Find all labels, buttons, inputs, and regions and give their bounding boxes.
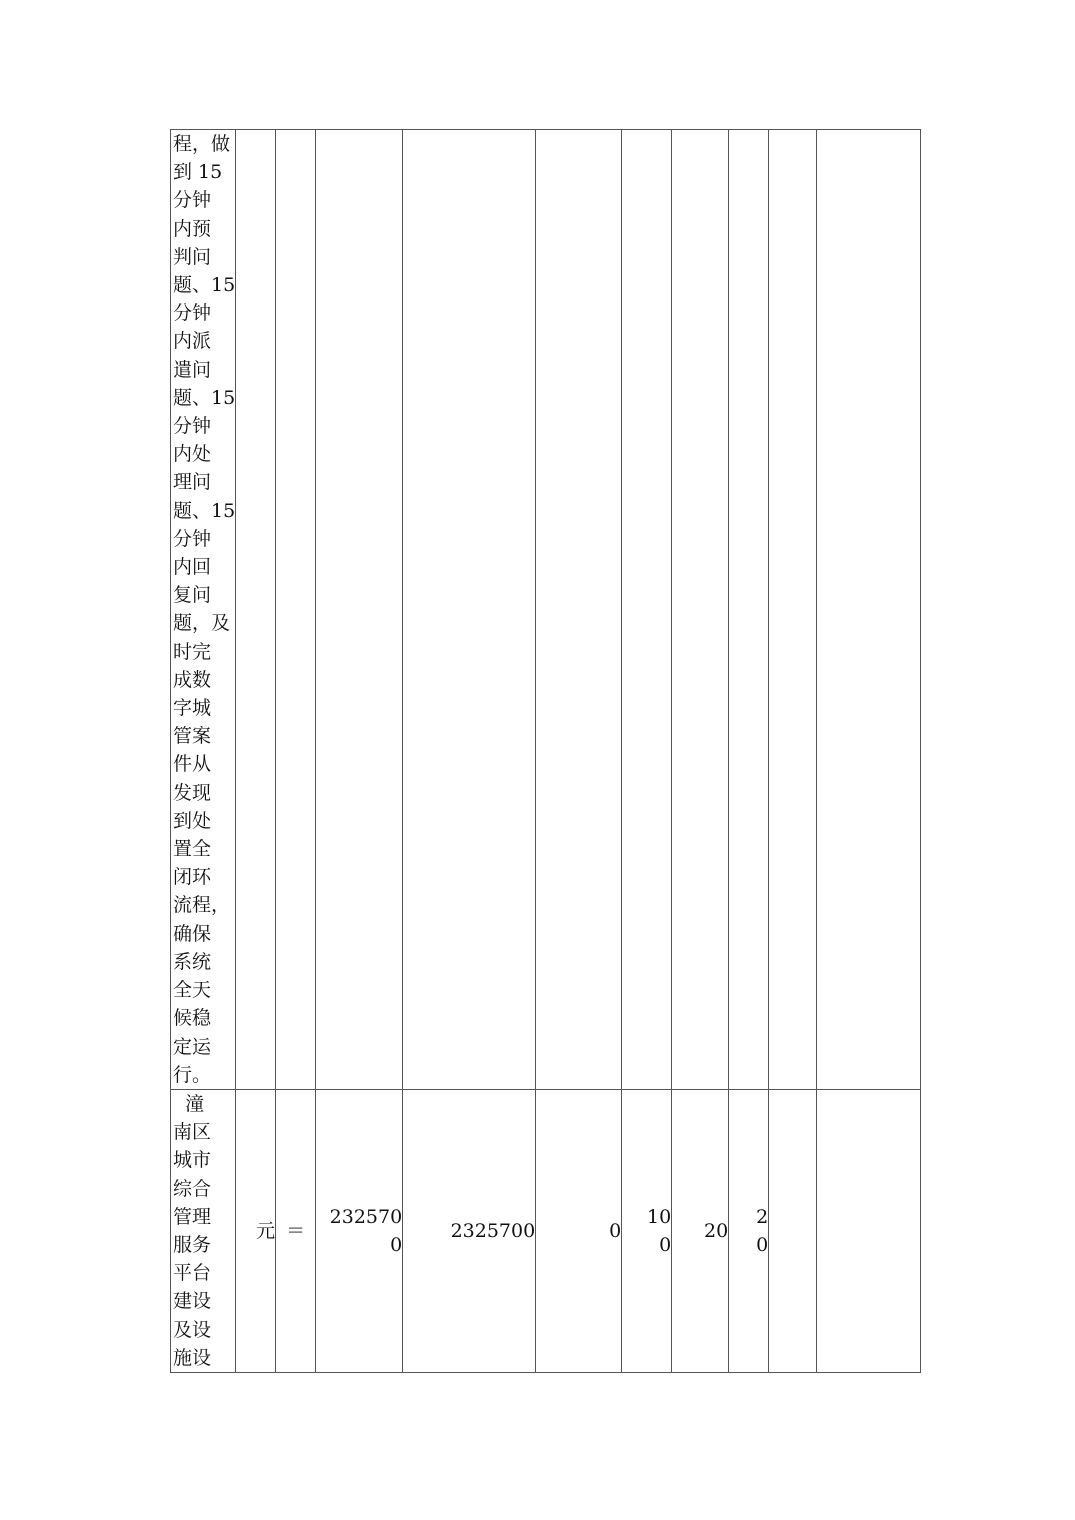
empty-cell xyxy=(536,130,622,1090)
empty-cell xyxy=(769,130,817,1090)
unit-cell: 元 xyxy=(236,1089,276,1372)
empty-cell xyxy=(622,130,672,1090)
value-cell: 0 xyxy=(536,1089,622,1372)
empty-cell xyxy=(817,1089,921,1372)
table-row xyxy=(171,130,921,1090)
empty-cell xyxy=(276,130,316,1090)
empty-cell xyxy=(672,130,729,1090)
value-cell: 20 xyxy=(672,1089,729,1372)
symbol-cell: ＝ xyxy=(276,1089,316,1372)
empty-cell xyxy=(769,1089,817,1372)
value-cell: 2 0 xyxy=(729,1089,769,1372)
indicator-description: 程，做 到 15 分钟 内预 判问 题、15 分钟 内派 遣问 题、15 分钟 内处 理问 题、15 分钟 内回 复问 题，及 时完 成数 字城 管案 件从 发现 到处 置全 闭环 流程， 确保 系统 全天 候稳 定运 行。 xyxy=(171,130,236,1090)
empty-cell xyxy=(316,130,403,1090)
value-cell: 232570 0 xyxy=(316,1089,403,1372)
value-cell: 2325700 xyxy=(403,1089,536,1372)
empty-cell xyxy=(236,130,276,1090)
data-table xyxy=(170,129,921,1373)
empty-cell xyxy=(817,130,921,1090)
project-name: 潼 南区 城市 综合 管理 服务 平台 建设 及设 施设 xyxy=(171,1089,236,1372)
value-cell: 10 0 xyxy=(622,1089,672,1372)
empty-cell xyxy=(729,130,769,1090)
table-row xyxy=(171,1089,921,1372)
empty-cell xyxy=(403,130,536,1090)
